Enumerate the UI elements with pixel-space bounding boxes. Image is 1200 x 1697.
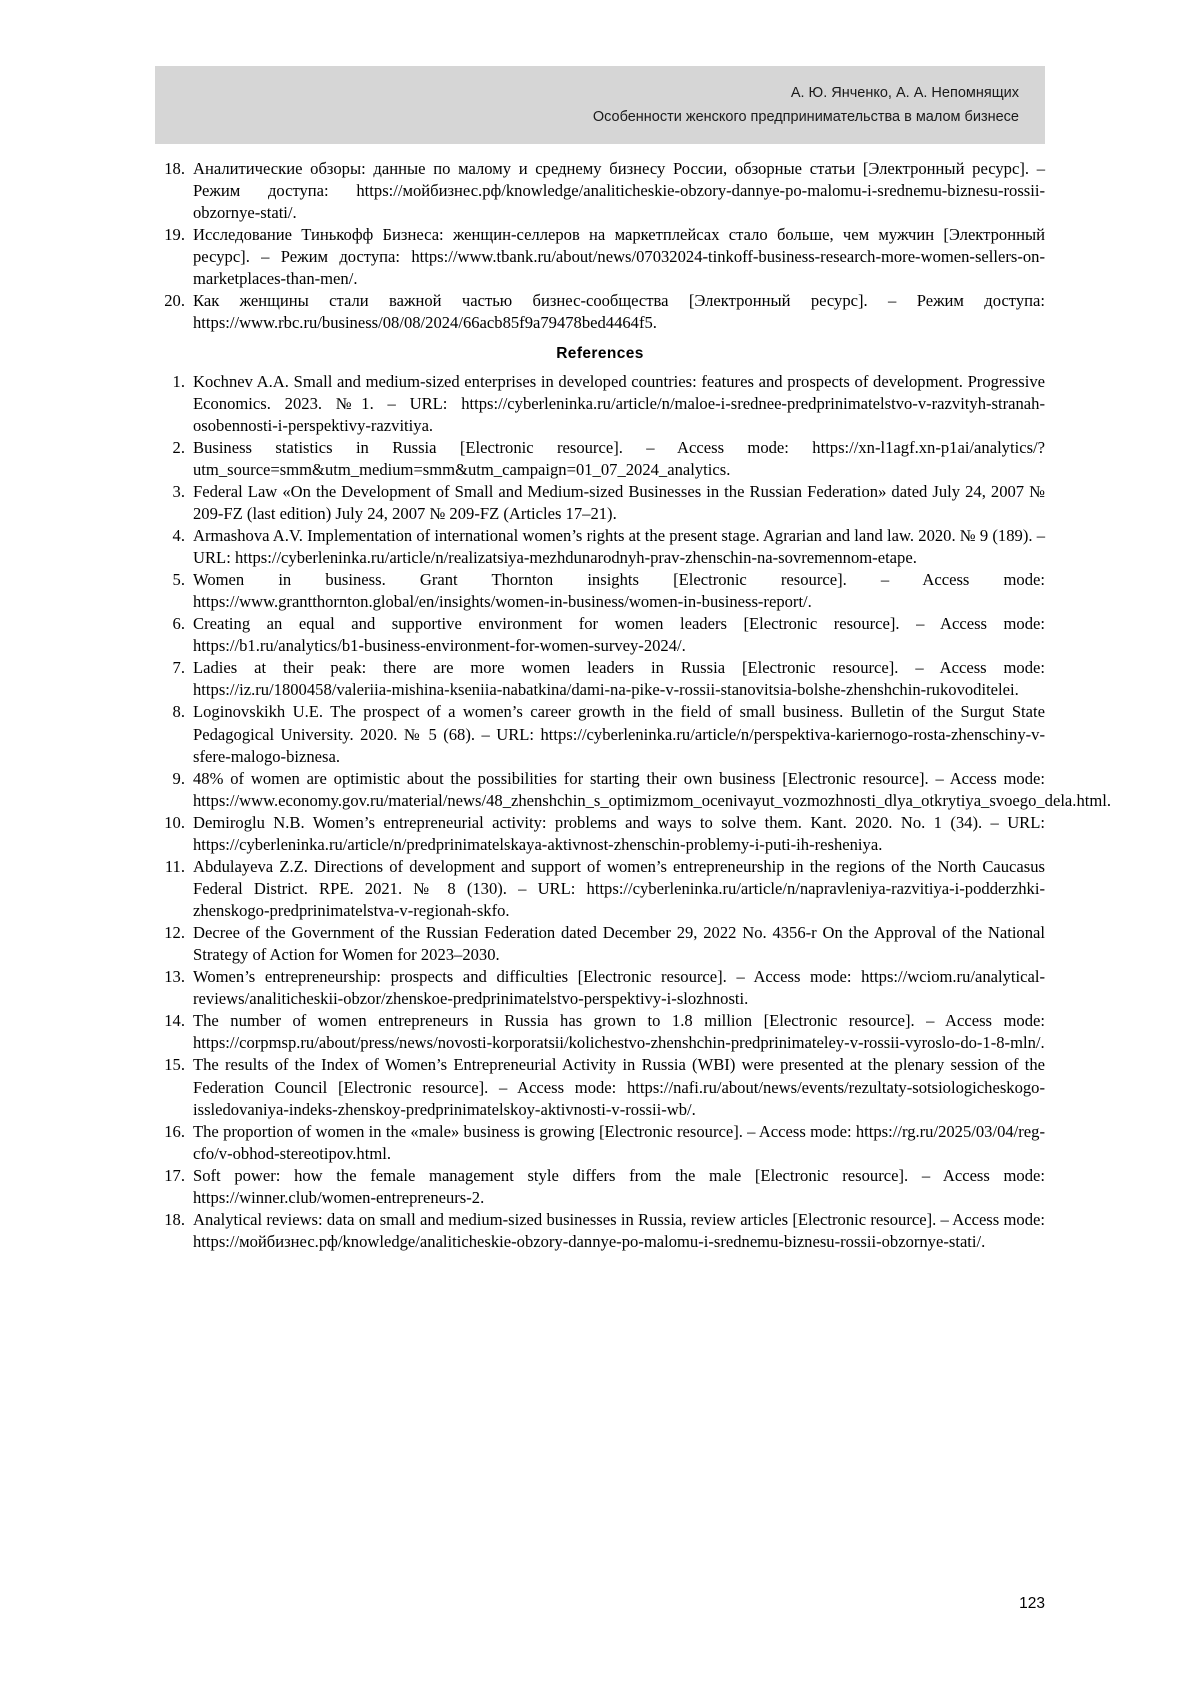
russian-reference-list [155,158,1045,335]
list-item [155,856,1045,922]
references-heading: References [556,344,644,362]
list-item-text: Analytical reviews: data on small and medium-sized businesses in Russia, review articles [Electronic resource]. – Access mode: https://мойбизнес.рф/knowledge/analiticheskie-obzory-dannye-po-malomu-i-srednemu-biznesu-rossii-obzornye-stati/. [193,1209,1045,1251]
list-item-text: Creating an equal and supportive environment for women leaders [Electronic resource]. – Access mode: https://b1.ru/analytics/b1-business-environment-for-women-survey-2024/. [193,614,1045,656]
list-item-text: Как женщины стали важной частью бизнес-сообщества [Электронный ресурс]. – Режим доступа: https://www.rbc.ru/business/08/08/2024/66acb85f9a79478bed4464f5. [193,291,1045,333]
list-item-text: Business statistics in Russia [Electronic resource]. – Access mode: https://xn-l1agf.xn-p1ai/analytics/?utm_source=smm&utm_medium=smm&utm_campaign=01_07_2024_analytics. [193,437,1045,479]
list-item-number: 4. [172,525,185,545]
running-head-title: Особенности женского предпринимательства в малом бизнесе [592,108,1019,125]
list-item [155,922,1045,966]
list-item [155,481,1045,525]
list-item-text: Loginovskikh U.E. The prospect of a women’s career growth in the field of small business. Bulletin of the Surgut State Pedagogical University. 2020. № 5 (68). – URL: https://cyberleninka.ru/article/n/perspektiva-kariernogo-rosta-zhenschiny-v-sfere-malogo-biznesa. [193,702,1045,766]
list-item-number: 18. [164,159,185,178]
list-item [155,1165,1045,1209]
page-number: 123 [1019,1595,1045,1612]
list-item-number: 18. [164,1209,185,1229]
list-item-number: 10. [164,812,185,832]
list-item-number: 19. [164,225,185,245]
list-item-text: Demiroglu N.B. Women’s entrepreneurial activity: problems and ways to solve them. Kant. 2020. No. 1 (34). – URL: https://cyberleninka.ru/article/n/predprinimatelskaya-aktivnost-zhenschin-problemy-i-puti-ih-resheniya. [193,812,1045,854]
list-item-text: Soft power: how the female management style differs from the male [Electronic resource]. – Access mode: https://winner.club/women-entrepreneurs-2. [193,1165,1045,1207]
list-item [155,290,1045,334]
running-head-band [155,66,1045,144]
list-item [155,158,1045,224]
list-item-text: Women’s entrepreneurship: prospects and difficulties [Electronic resource]. – Access mode: https://wciom.ru/analytical-reviews/analiticheskii-obzor/zhenskoe-predprinimatelstvo-perspektivy-i-slozhnosti. [193,967,1045,1009]
list-item-text: Исследование Тинькофф Бизнеса: женщин-селлеров на маркетплейсах стало больше, чем мужчин [Электронный ресурс]. – Режим доступа: https://www.tbank.ru/about/news/07032024-tinkoff-business-research-more-women-sellers-on-marketplaces-than-men/. [193,225,1045,289]
list-item-number: 15. [164,1055,185,1075]
list-item [155,371,1045,437]
list-item [155,1010,1045,1054]
running-head-authors: А. Ю. Янченко, А. А. Непомнящих [790,85,1019,101]
list-item-text: Decree of the Government of the Russian Federation dated December 29, 2022 No. 4356-r On the Approval of the National Strategy of Action for Women for 2023–2030. [193,923,1045,965]
list-item [155,224,1045,290]
list-item-number: 7. [172,658,185,678]
list-item-number: 1. [172,371,185,391]
list-item [155,768,1112,812]
list-item-text: Armashova A.V. Implementation of international women’s rights at the present stage. Agrarian and land law. 2020. № 9 (189). – URL: https://cyberleninka.ru/article/n/realizatsiya-mezhdunarodnyh-prav-zhenschin-na-sovremennom-etape. [193,525,1045,567]
list-item-text: Ladies at their peak: there are more women leaders in Russia [Electronic resource]. – Access mode: https://iz.ru/1800458/valeriia-mishina-kseniia-nabatkina/dami-na-pike-v-rossii-stanovitsia-bolshe-zhenshchin-rukovoditelei. [193,658,1045,700]
list-item-text: 48% of women are optimistic about the possibilities for starting their own business [Electronic resource]. – Access mode: https://www.economy.gov.ru/material/news/48_zhenshchin_s_optimizmom_ocenivayut_vozmozhnosti_dlya_otkrytiya_svoego_dela.html. [193,768,1112,810]
list-item-number: 9. [172,768,185,788]
list-item-number: 13. [164,967,185,987]
list-item [155,812,1045,856]
list-item-text: Federal Law «On the Development of Small and Medium-sized Businesses in the Russian Federation» dated July 24, 2007 № 209-FZ (last edition) July 24, 2007 № 209-FZ (Articles 17–21). [193,481,1045,523]
list-item [155,701,1045,767]
list-item-number: 20. [164,291,185,311]
list-item-number: 2. [172,437,185,457]
list-item [155,1209,1045,1253]
list-item-text: The number of women entrepreneurs in Russia has grown to 1.8 million [Electronic resource]. – Access mode: https://corpmsp.ru/about/press/news/novosti-korporatsii/kolichestvo-zhenshchin-predprinimateley-v-rossii-vyroslo-do-1-8-mln/. [193,1011,1045,1053]
list-item [155,966,1045,1010]
list-item-number: 17. [164,1165,185,1185]
list-item [155,657,1045,701]
list-item-number: 11. [164,856,185,876]
list-item-number: 16. [164,1121,185,1141]
list-item [155,437,1045,481]
list-item-text: Kochnev A.A. Small and medium-sized enterprises in developed countries: features and prospects of development. Progressive Economics. 2023. №1. – URL: https://cyberleninka.ru/article/n/maloe-i-srednee-predprinimatelstvo-v-razvityh-stranah-osobennosti-i-perspektivy-razvitiya. [193,371,1045,435]
list-item [155,1121,1045,1165]
list-item-text: The results of the Index of Women’s Entrepreneurial Activity in Russia (WBI) were presented at the plenary session of the Federation Council [Electronic resource]. – Access mode: https://nafi.ru/about/news/events/rezultaty-sotsiologicheskogo-issledovaniya-indeks-zhenskoy-predprinimatelskoy-aktivnosti-v-rossii-wb/. [193,1055,1045,1119]
list-item [155,1054,1045,1120]
list-item-number: 5. [172,570,185,590]
english-reference-list [155,371,1112,1254]
list-item-number: 6. [172,614,185,634]
list-item [155,569,1045,613]
page-content [155,158,1112,1253]
list-item [155,613,1045,657]
running-head [593,82,1019,130]
list-item-number: 12. [164,923,185,943]
list-item-number: 14. [164,1011,185,1031]
list-item-text: Women in business. Grant Thornton insights [Electronic resource]. – Access mode: https://www.grantthornton.global/en/insights/women-in-business/women-in-business-report/. [193,570,1045,612]
list-item [155,525,1045,569]
list-item-text: Аналитические обзоры: данные по малому и среднему бизнесу России, обзорные статьи [Электронный ресурс]. – Режим доступа: https://мойбизнес.рф/knowledge/analiticheskie-obzory-dannye-po-malomu-i-srednemu-biznesu-rossii-obzornye-stati/. [193,159,1045,223]
list-item-text: The proportion of women in the «male» business is growing [Electronic resource]. – Access mode: https://rg.ru/2025/03/04/reg-cfo/v-obhod-stereotipov.html. [193,1121,1045,1163]
list-item-number: 3. [172,481,185,501]
list-item-number: 8. [172,702,185,722]
list-item-text: Abdulayeva Z.Z. Directions of development and support of women’s entrepreneurship in the regions of the North Caucasus Federal District. RPE. 2021. № 8 (130). – URL: https://cyberleninka.ru/article/n/napravleniya-razvitiya-i-podderzhki-zhenskogo-predprinimatelstva-v-regionah-skfo. [193,856,1045,920]
